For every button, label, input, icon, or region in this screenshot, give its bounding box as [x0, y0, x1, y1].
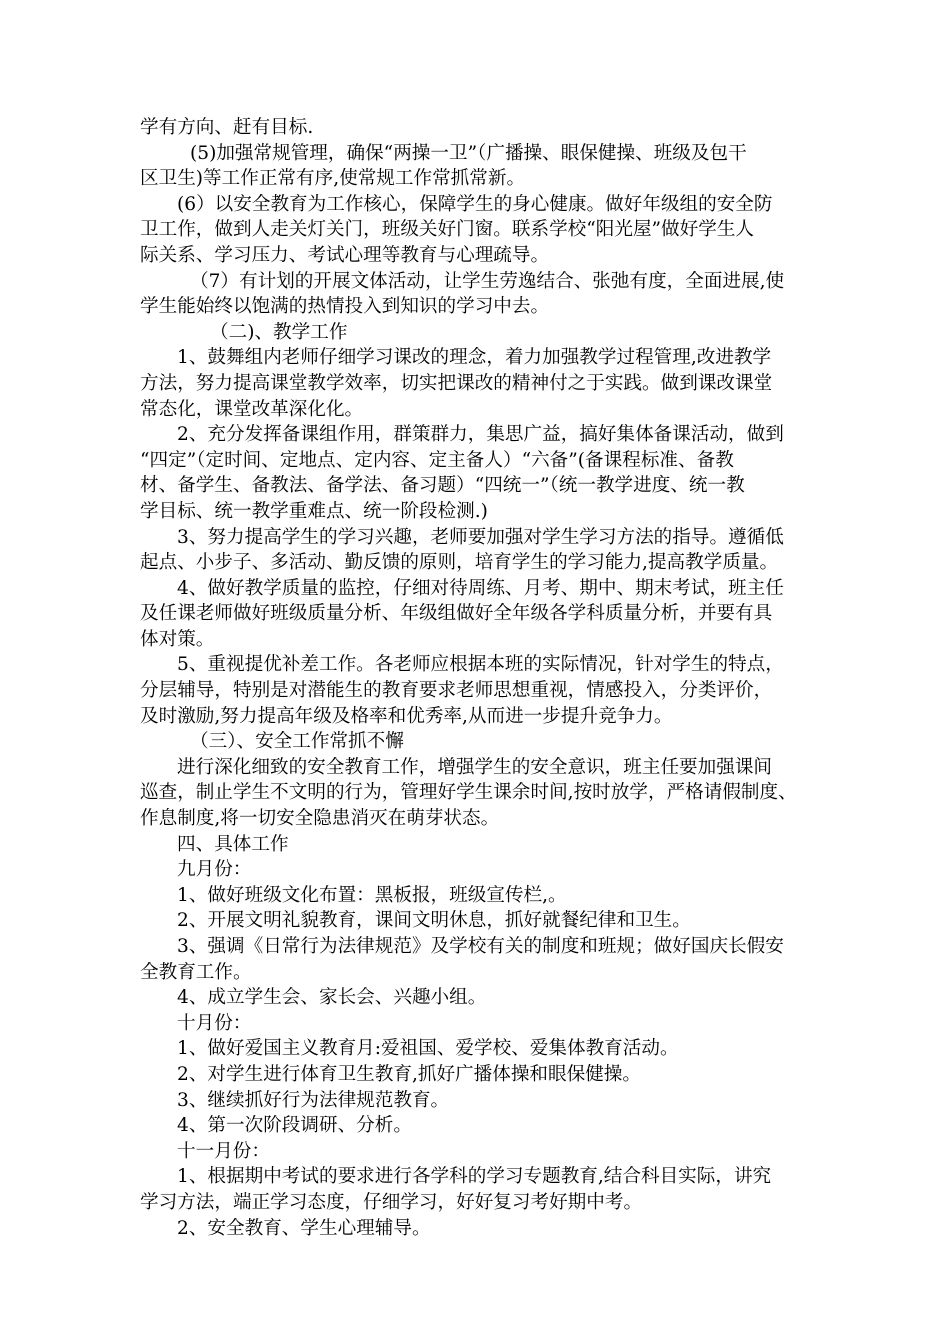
- text-line: 2、对学生进行体育卫生教育,抓好广播体操和眼保健操。: [177, 1063, 641, 1085]
- text-line: 作息制度,将一切安全隐患消灭在萌芽状态。: [140, 808, 500, 830]
- text-line: 十月份：: [177, 1012, 252, 1034]
- text-line: （二)、教学工作: [210, 321, 348, 343]
- text-line: 3、继续抓好行为法律规范教育。: [177, 1089, 450, 1111]
- text-line: 3、强调《日常行为法律规范》及学校有关的制度和班规；做好国庆长假安: [177, 936, 784, 957]
- text-line: 常态化，课堂改革深化化。: [140, 398, 364, 420]
- text-line: 体对策。: [140, 628, 215, 650]
- text-line: 学生能始终以饱满的热情投入到知识的学习中去。: [140, 296, 550, 318]
- text-line: (6）以安全教育为工作核心，保障学生的身心健康。做好年级组的安全防: [177, 193, 773, 215]
- text-line: 四、具体工作: [177, 833, 289, 855]
- text-line: 方法，努力提高课堂教学效率，切实把课改的精神付之于实践。做到课改课堂: [140, 372, 773, 394]
- text-line: 2、充分发挥备课组作用，群策群力，集思广益，搞好集体备课活动，做到: [177, 424, 784, 446]
- text-line: 5、重视提优补差工作。各老师应根据本班的实际情况，针对学生的特点，: [177, 654, 784, 676]
- text-line: 学习方法，端正学习态度，仔细学习，好好复习考好期中考。: [140, 1191, 643, 1213]
- text-line: 1、做好爱国主义教育月:爱祖国、爱学校、爱集体教育活动。: [177, 1038, 679, 1060]
- text-line: 分层辅导，特别是对潜能生的教育要求老师思想重视，情感投入，分类评价，: [140, 680, 773, 702]
- text-line: (5)加强常规管理，确保“两操一卫”（广播操、眼保健操、班级及包干: [190, 142, 747, 164]
- text-line: 卫工作，做到人走关灯关门，班级关好门窗。联系学校“阳光屋”做好学生人: [140, 219, 755, 241]
- text-line: （7）有计划的开展文体活动，让学生劳逸结合、张弛有度，全面进展,使: [190, 270, 785, 292]
- text-line: 及任课老师做好班级质量分析、年级组做好全年级各学科质量分析，并要有具: [140, 603, 773, 625]
- text-line: 起点、小步子、多活动、勤反馈的原则，培育学生的学习能力,提高教学质量。: [140, 552, 779, 574]
- text-line: 区卫生)等工作正常有序,使常规工作常抓常新。: [140, 168, 526, 190]
- text-line: 及时激励,努力提高年级及格率和优秀率,从而进一步提升竞争力。: [140, 705, 673, 727]
- text-line: 2、安全教育、学生心理辅导。: [177, 1217, 431, 1239]
- text-line: 十一月份：: [177, 1140, 270, 1162]
- text-line: 材、备学生、备教法、备学法、备习题）“四统一”（统一教学进度、统一教: [140, 475, 745, 497]
- text-line: 学有方向、赶有目标.: [140, 117, 314, 138]
- text-line: 3、努力提高学生的学习兴趣，老师要加强对学生学习方法的指导。遵循低: [177, 526, 784, 548]
- text-line: 巡查，制止学生不文明的行为，管理好学生课余时间,按时放学，严格请假制度、: [140, 782, 797, 804]
- text-line: 学目标、统一教学重难点、统一阶段检测.): [140, 500, 488, 522]
- text-line: 1、根据期中考试的要求进行各学科的学习专题教育,结合科目实际，讲究: [177, 1166, 772, 1188]
- text-line: 4、第一次阶段调研、分析。: [177, 1115, 412, 1137]
- text-line: 全教育工作。: [140, 961, 252, 983]
- text-line: 1、做好班级文化布置：黑板报，班级宣传栏,。: [177, 884, 567, 906]
- text-line: 际关系、学习压力、考试心理等教育与心理疏导。: [140, 244, 550, 266]
- text-line: 2、开展文明礼貌教育，课间文明休息，抓好就餐纪律和卫生。: [177, 910, 691, 932]
- text-line: “四定”（定时间、定地点、定内容、定主备人）“六备”(备课程标准、备教: [140, 449, 734, 471]
- text-line: 1、鼓舞组内老师仔细学习课改的理念，着力加强教学过程管理,改进教学: [177, 347, 772, 369]
- text-line: 4、成立学生会、家长会、兴趣小组。: [177, 987, 487, 1009]
- text-line: 4、做好教学质量的监控，仔细对待周练、月考、期中、期末考试，班主任: [177, 577, 784, 599]
- text-line: 进行深化细致的安全教育工作，增强学生的安全意识，班主任要加强课间: [177, 756, 773, 778]
- text-line: 九月份：: [177, 859, 252, 881]
- document-page: [140, 115, 830, 1241]
- text-line: （三）、安全工作常抓不懈: [190, 731, 404, 753]
